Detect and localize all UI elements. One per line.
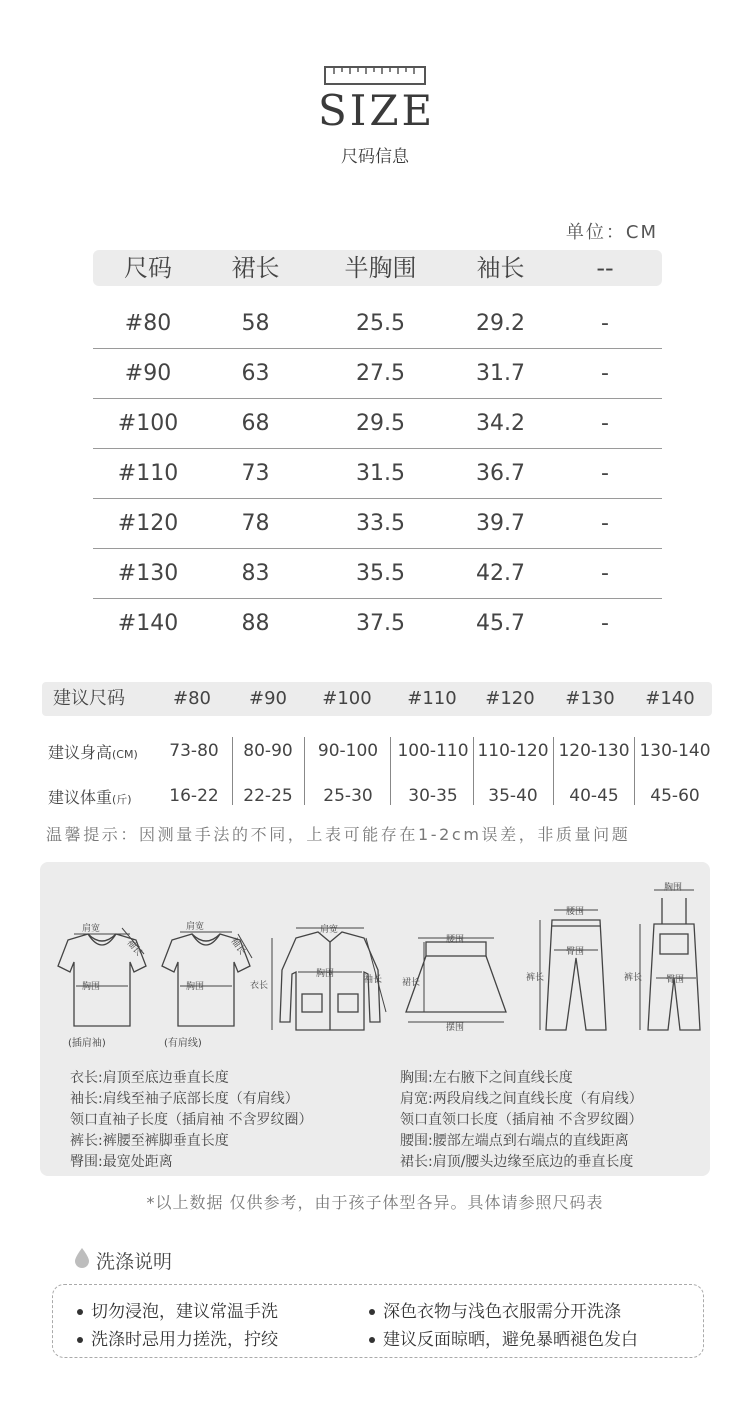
height-unit: (CM) [112, 748, 138, 761]
column-divider [473, 737, 474, 805]
column-divider [232, 737, 233, 805]
cell-sleeve-length: 39.7 [476, 511, 525, 536]
cell-extra: - [601, 561, 609, 586]
sleeve-label-1: 袖长 [124, 937, 144, 959]
trousers-icon [540, 910, 606, 1030]
chest-label-3: 胸围 [316, 969, 335, 979]
logo-subtitle: 尺码信息 [341, 147, 409, 167]
header-extra: -- [596, 254, 614, 282]
cell-half-chest: 35.5 [356, 561, 405, 586]
bullet-icon [369, 1337, 375, 1343]
recommend-size: #110 [407, 688, 457, 709]
chest-label-2: 胸围 [186, 982, 205, 992]
cell-extra: - [601, 311, 609, 336]
header-half-chest: 半胸围 [344, 254, 417, 282]
recommend-weight: 35-40 [488, 786, 538, 806]
sleeve-label-2: 袖长 [228, 936, 247, 957]
description-left: 袖长:肩线至袖子底部长度（有肩线） [70, 1091, 299, 1107]
waist-label-1: 腰围 [446, 935, 465, 945]
hem-label: 摆围 [446, 1023, 465, 1033]
cell-extra: - [601, 461, 609, 486]
header-size: 尺码 [124, 254, 172, 282]
recommend-size: #100 [322, 688, 372, 709]
pants-length-label-1: 裤长 [526, 973, 545, 983]
cell-skirt-length: 58 [241, 311, 270, 336]
recommend-height: 120-130 [558, 741, 630, 761]
chest-label-1: 胸围 [82, 982, 101, 992]
skirt-length-label: 裙长 [402, 978, 421, 988]
disclaimer-text: *以上数据 仅供参考，由于孩子体型各异。具体请参照尺码表 [146, 1193, 604, 1212]
chest-label-4: 胸围 [664, 883, 683, 893]
cell-extra: - [601, 511, 609, 536]
shoulder-label-3: 肩宽 [320, 925, 339, 935]
pants-length-label-2: 裤长 [624, 973, 643, 983]
shoulder-label-1: 肩宽 [82, 924, 101, 934]
description-left: 领口直袖子长度（插肩袖 不含罗纹圈） [70, 1112, 313, 1128]
wash-item: 建议反面晾晒，避免暴晒褪色发白 [369, 1325, 638, 1350]
recommend-height: 100-110 [397, 741, 469, 761]
header-skirt-length: 裙长 [231, 254, 280, 282]
recommend-size: #140 [645, 688, 695, 709]
cell-size: #100 [117, 411, 179, 436]
overalls-icon [640, 890, 700, 1030]
cell-skirt-length: 68 [241, 411, 270, 436]
cell-skirt-length: 63 [241, 361, 270, 386]
cell-skirt-length: 78 [241, 511, 270, 536]
cell-half-chest: 27.5 [356, 361, 405, 386]
cell-size: #80 [124, 311, 172, 336]
cell-extra: - [601, 411, 609, 436]
recommend-size: #90 [249, 688, 287, 709]
raglan-caption: (插肩袖) [68, 1038, 106, 1049]
waist-label-2: 腰围 [566, 907, 585, 917]
wash-item: 洗涤时忌用力搓洗，拧绞 [77, 1325, 278, 1350]
wash-item: 切勿浸泡，建议常温手洗 [77, 1297, 278, 1322]
table-row [93, 449, 662, 499]
description-right: 腰围:腰部左端点到右端点的直线距离 [400, 1133, 629, 1149]
sleeve-label-3: 袖长 [364, 975, 383, 985]
recommend-weight: 16-22 [169, 786, 219, 806]
tips-text: 温馨提示：因测量手法的不同，上表可能存在1-2cm误差，非质量问题 [46, 825, 631, 844]
description-left: 裤长:裤腰至裤脚垂直长度 [70, 1133, 229, 1149]
description-right: 肩宽:两段肩线之间直线长度（有肩线） [400, 1091, 643, 1107]
height-label: 建议身高(CM) [48, 743, 138, 762]
recommend-size: #130 [565, 688, 615, 709]
ruler-icon [324, 64, 426, 86]
garment-length-label: 衣长 [250, 981, 269, 991]
cell-skirt-length: 83 [241, 561, 270, 586]
description-right: 胸围:左右腋下之间直线长度 [400, 1070, 573, 1086]
hip-label-1: 臀围 [566, 947, 585, 957]
description-left: 臀围:最宽处距离 [70, 1154, 173, 1170]
recommend-header [42, 682, 712, 716]
weight-label: 建议体重(斤) [48, 788, 132, 807]
weight-unit: (斤) [112, 793, 132, 806]
cell-sleeve-length: 34.2 [476, 411, 525, 436]
cell-sleeve-length: 42.7 [476, 561, 525, 586]
hip-label-2: 臀围 [666, 975, 685, 985]
cell-size: #130 [117, 561, 179, 586]
cell-half-chest: 25.5 [356, 311, 405, 336]
cell-half-chest: 29.5 [356, 411, 405, 436]
recommend-size: #120 [485, 688, 535, 709]
table-row [93, 499, 662, 549]
recommend-height: 110-120 [477, 741, 549, 761]
column-divider [304, 737, 305, 805]
cell-size: #120 [117, 511, 179, 536]
wash-instructions-box [52, 1284, 704, 1358]
recommend-height: 130-140 [639, 741, 711, 761]
cell-sleeve-length: 29.2 [476, 311, 525, 336]
recommend-height: 90-100 [317, 741, 379, 761]
table-row [93, 349, 662, 399]
recommend-weight: 40-45 [569, 786, 619, 806]
cell-sleeve-length: 31.7 [476, 361, 525, 386]
cell-half-chest: 33.5 [356, 511, 405, 536]
cell-half-chest: 37.5 [356, 611, 405, 636]
column-divider [390, 737, 391, 805]
shoulder-label-2: 肩宽 [186, 922, 205, 932]
header-sleeve-length: 袖长 [476, 254, 525, 282]
bullet-icon [77, 1309, 83, 1315]
column-divider [634, 737, 635, 805]
cell-size: #140 [117, 611, 179, 636]
water-drop-icon [74, 1247, 90, 1269]
measurement-diagram-panel [40, 862, 710, 1176]
cell-half-chest: 31.5 [356, 461, 405, 486]
table-row [93, 599, 662, 649]
wash-title: 洗涤说明 [96, 1251, 173, 1273]
skirt-icon [406, 938, 506, 1022]
table-row [93, 399, 662, 449]
cell-extra: - [601, 611, 609, 636]
recommend-size: #80 [173, 688, 211, 709]
logo-word: SIZE [318, 86, 436, 135]
description-right: 领口直领口长度（插肩袖 不含罗纹圈） [400, 1112, 643, 1128]
table-row [93, 549, 662, 599]
description-left: 衣长:肩顶至底边垂直长度 [70, 1070, 229, 1086]
wash-item: 深色衣物与浅色衣服需分开洗涤 [369, 1297, 621, 1322]
cell-size: #110 [117, 461, 179, 486]
bullet-icon [77, 1337, 83, 1343]
recommend-weight: 25-30 [323, 786, 373, 806]
bullet-icon [369, 1309, 375, 1315]
cell-extra: - [601, 361, 609, 386]
cell-size: #90 [124, 361, 172, 386]
size-logo [318, 64, 436, 174]
cell-skirt-length: 88 [241, 611, 270, 636]
cell-sleeve-length: 45.7 [476, 611, 525, 636]
column-divider [553, 737, 554, 805]
recommend-weight: 30-35 [408, 786, 458, 806]
size-table-header [93, 250, 662, 286]
unit-label: 单位：CM [565, 222, 658, 243]
description-right: 裙长:肩顶/腰头边缘至底边的垂直长度 [400, 1154, 634, 1170]
recommend-weight: 45-60 [650, 786, 700, 806]
table-row [93, 299, 662, 349]
setin-caption: (有肩线) [164, 1038, 202, 1049]
recommend-weight: 22-25 [243, 786, 293, 806]
cell-sleeve-length: 36.7 [476, 461, 525, 486]
cell-skirt-length: 73 [241, 461, 270, 486]
recommend-height: 73-80 [169, 741, 219, 761]
recommend-height: 80-90 [243, 741, 293, 761]
recommend-header-label: 建议尺码 [53, 688, 125, 709]
